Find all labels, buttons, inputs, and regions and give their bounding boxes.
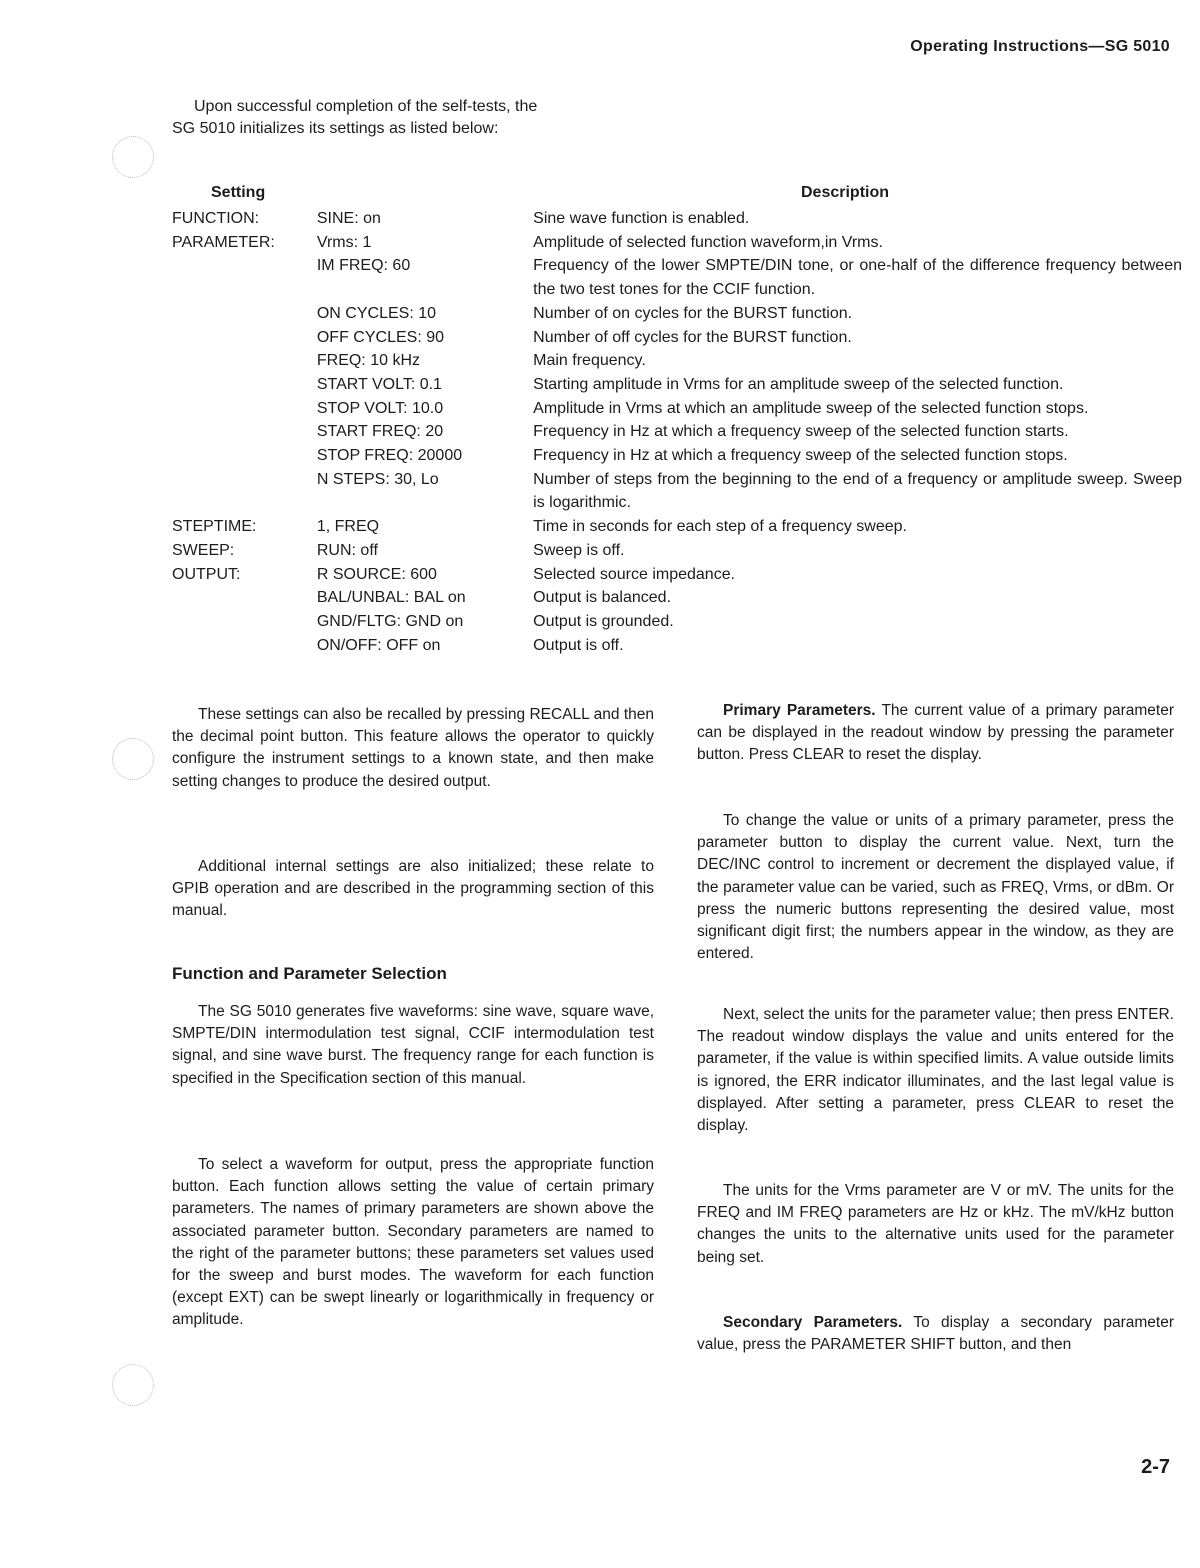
right-paragraph-select-units (697, 1004, 1174, 1137)
right-paragraph-primary-parameters (697, 700, 1174, 767)
settings-row (172, 420, 1182, 444)
settings-row (172, 207, 1182, 231)
setting-category (172, 610, 317, 634)
setting-category (172, 420, 317, 444)
setting-value: ON/OFF: OFF on (316, 636, 441, 654)
setting-category: STEPTIME: (172, 518, 257, 536)
setting-value: Vrms: 1 (316, 233, 372, 251)
binder-hole-mark (112, 136, 154, 178)
setting-description: Main frequency. (533, 352, 646, 370)
setting-value: FREQ: 10 kHz (316, 352, 420, 370)
run-in-heading: Secondary Parameters. (723, 1314, 903, 1331)
description-column-header: Description (801, 184, 890, 201)
setting-description: Number of on cycles for the BURST function. (533, 304, 853, 322)
left-paragraph-internal-settings (172, 856, 654, 923)
binder-hole-mark (112, 738, 154, 780)
setting-description: Amplitude of selected function waveform,in Vrms. (533, 233, 883, 251)
setting-category: PARAMETER: (172, 233, 275, 251)
setting-value: SINE: on (316, 210, 381, 227)
left-paragraph-select-waveform (172, 1154, 654, 1332)
settings-row (172, 586, 1182, 610)
paragraph-text: Additional internal settings are also initialized; these relate to GPIB operation and are described in the programming section of this manual. (172, 858, 654, 920)
setting-description: Output is grounded. (533, 612, 674, 630)
setting-description: Number of off cycles for the BURST function. (533, 328, 852, 346)
setting-description: Output is off. (533, 636, 624, 654)
settings-row (172, 539, 1182, 563)
setting-description: Sine wave function is enabled. (533, 210, 750, 227)
right-paragraph-units (697, 1180, 1174, 1269)
settings-row (172, 563, 1182, 587)
setting-category (172, 326, 317, 350)
running-header: Operating Instructions—SG 5010 (910, 38, 1170, 55)
setting-value: GND/FLTG: GND on (316, 612, 464, 630)
section-heading: Function and Parameter Selection (172, 964, 447, 983)
paragraph-text: To select a waveform for output, press the appropriate function button. Each function allows setting the value of certain primary parameters. The names of primary parameters are shown above the associated parameter button. Secondary parameters are named to the right of the parameter buttons; these parameters set values used for the sweep and burst modes. The waveform for each function (except EXT) can be swept linearly or logarithmically in frequency or amplitude. (172, 1156, 654, 1329)
binder-hole-mark (112, 1364, 154, 1406)
settings-row (172, 349, 1182, 373)
intro-paragraph (172, 96, 652, 140)
left-paragraph-recall (172, 704, 654, 793)
setting-value: BAL/UNBAL: BAL on (316, 589, 466, 607)
setting-description: Frequency of the lower SMPTE/DIN tone, or one-half of the difference frequency between the two test tones for the CCIF function. (533, 257, 1182, 299)
setting-description: Output is balanced. (533, 589, 672, 607)
setting-value: RUN: off (316, 541, 378, 559)
paragraph-text: These settings can also be recalled by pressing RECALL and then the decimal point button. This feature allows the operator to quickly configure the instrument settings to a known state, and then make setting changes to produce the desired output. (172, 706, 654, 790)
setting-description: Selected source impedance. (533, 565, 736, 583)
setting-category (172, 634, 317, 658)
paragraph-text (697, 700, 1174, 767)
setting-value: 1, FREQ (316, 518, 380, 536)
settings-row (172, 468, 1182, 515)
settings-row (172, 254, 1182, 301)
right-paragraph-secondary-parameters (697, 1312, 1174, 1356)
paragraph-text (697, 1312, 1174, 1356)
setting-category (172, 397, 317, 421)
setting-description: Frequency in Hz at which a frequency sweep of the selected function stops. (533, 447, 1068, 465)
setting-description: Starting amplitude in Vrms for an amplitude sweep of the selected function. (533, 375, 1064, 393)
page-number: 2-7 (1141, 1456, 1170, 1478)
setting-description: Sweep is off. (533, 541, 625, 559)
settings-row (172, 444, 1182, 468)
paragraph-body: The current value of a primary parameter can be displayed in the readout window by pressing the parameter button. Press CLEAR to reset the display. (697, 702, 1175, 764)
setting-value: N STEPS: 30, Lo (316, 470, 439, 488)
settings-row (172, 515, 1182, 539)
settings-row (172, 610, 1182, 634)
paragraph-text: To change the value or units of a primary parameter, press the parameter button to display the current value. Next, turn the DEC/INC control to increment or decrement the displayed value, if the parameter value can be varied, such as FREQ, Vrms, or dBm. Or press the numeric buttons representing the desired value, most significant digit first; the numbers appear in the window, as they are entered. (697, 812, 1174, 963)
setting-value: STOP VOLT: 10.0 (316, 399, 444, 417)
right-paragraph-change-value (697, 810, 1174, 965)
setting-value: R SOURCE: 600 (316, 565, 437, 583)
paragraph-text: The units for the Vrms parameter are V or mV. The units for the FREQ and IM FREQ parameters are Hz or kHz. The mV/kHz button changes the units to the alternative units used for the parameter being set. (697, 1182, 1174, 1266)
setting-category (172, 586, 317, 610)
setting-category (172, 444, 317, 468)
setting-category (172, 254, 317, 301)
setting-value: STOP FREQ: 20000 (316, 447, 463, 465)
setting-column-header: Setting (211, 184, 266, 201)
intro-line: SG 5010 initializes its settings as listed below: (172, 120, 499, 137)
settings-row (172, 373, 1182, 397)
setting-value: ON CYCLES: 10 (316, 304, 437, 322)
left-paragraph-waveforms (172, 1001, 654, 1090)
setting-category: OUTPUT: (172, 565, 241, 583)
setting-description: Amplitude in Vrms at which an amplitude sweep of the selected function stops. (533, 399, 1089, 417)
initial-settings-table (172, 207, 1182, 657)
setting-category (172, 373, 317, 397)
settings-row (172, 634, 1182, 658)
settings-row (172, 326, 1182, 350)
setting-value: IM FREQ: 60 (316, 257, 411, 275)
paragraph-text: Next, select the units for the parameter value; then press ENTER. The readout window displays the value and units entered for the parameter, if the value is within specified limits. A value outside limits is ignored, the ERR indicator illuminates, and the last legal value is displayed. After setting a parameter, press CLEAR to reset the display. (697, 1006, 1174, 1135)
settings-row (172, 397, 1182, 421)
setting-value: OFF CYCLES: 90 (316, 328, 445, 346)
setting-description: Time in seconds for each step of a frequency sweep. (533, 518, 907, 536)
setting-description: Number of steps from the beginning to the end of a frequency or amplitude sweep. Sweep is logarithmic. (533, 470, 1182, 512)
paragraph-text: The SG 5010 generates five waveforms: sine wave, square wave, SMPTE/DIN intermodulation test signal, CCIF intermodulation test signal, and sine wave burst. The frequency range for each function is specified in the Specification section of this manual. (172, 1003, 654, 1087)
setting-category (172, 349, 317, 373)
setting-description: Frequency in Hz at which a frequency sweep of the selected function starts. (533, 423, 1069, 441)
setting-category: FUNCTION: (172, 210, 260, 227)
paragraph-body: To display a secondary parameter value, press the PARAMETER SHIFT button, and then (697, 1314, 1174, 1354)
setting-category: SWEEP: (172, 541, 235, 559)
run-in-heading: Primary Parameters. (723, 702, 876, 719)
intro-line: Upon successful completion of the self-tests, the (194, 98, 538, 115)
setting-value: START FREQ: 20 (316, 423, 444, 441)
settings-row (172, 231, 1182, 255)
setting-value: START VOLT: 0.1 (316, 375, 442, 393)
settings-row (172, 302, 1182, 326)
setting-category (172, 302, 317, 326)
setting-category (172, 468, 317, 515)
